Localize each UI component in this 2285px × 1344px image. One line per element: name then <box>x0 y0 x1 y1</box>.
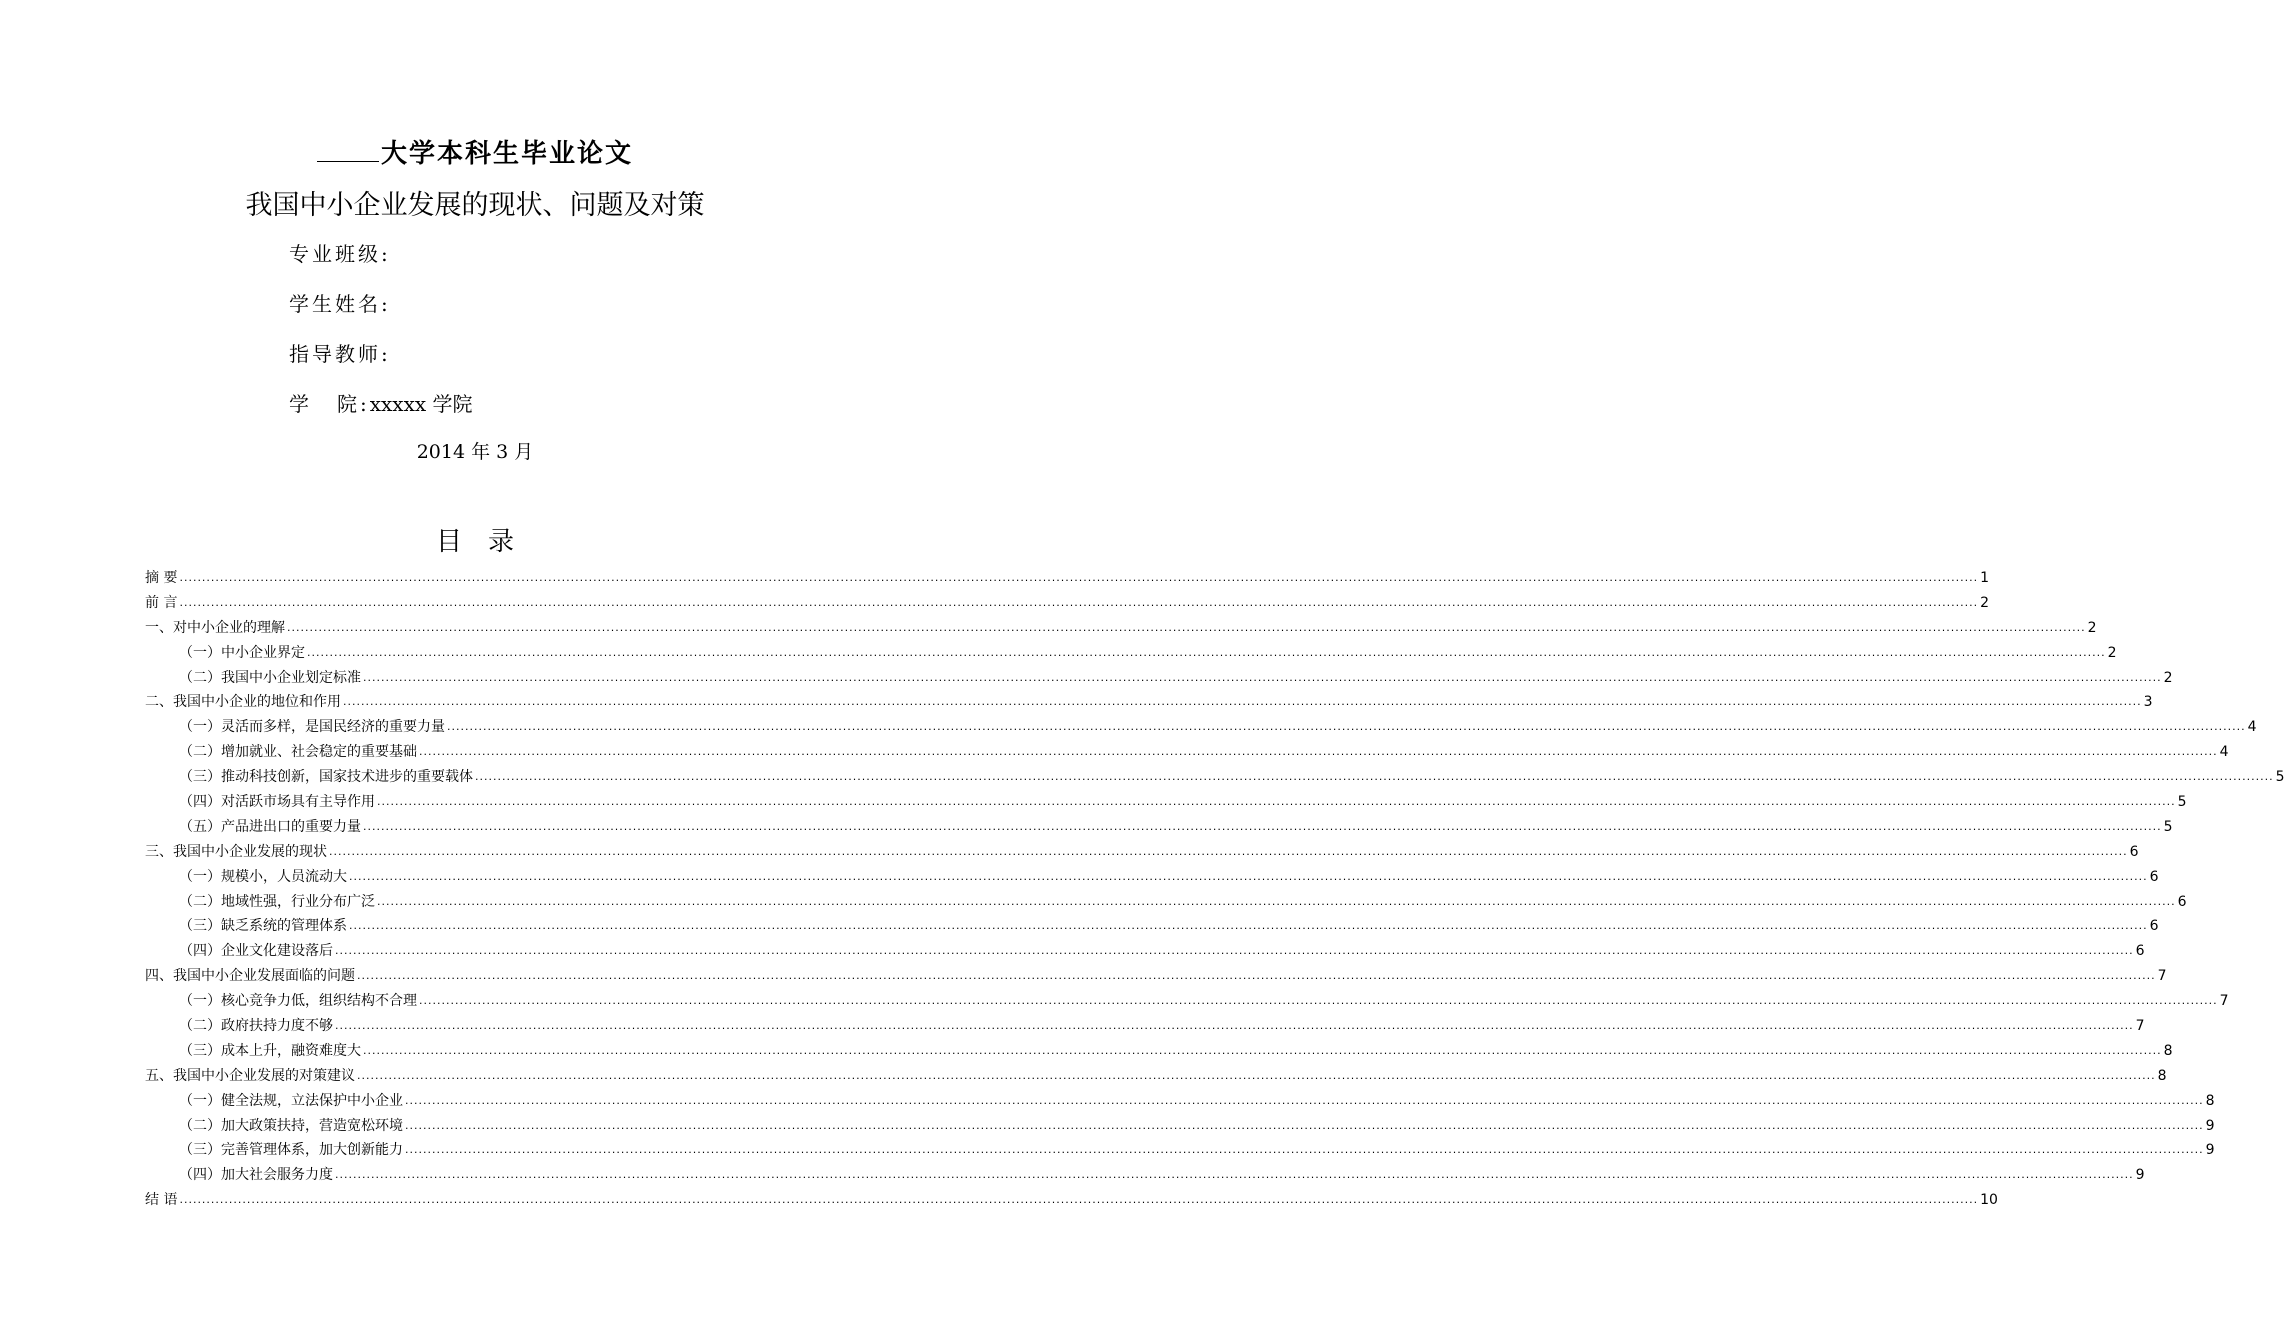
toc-leader-dots: ................................................................................................................................................................................................................................................................................................................................................................................................................ <box>335 1019 2134 1033</box>
toc-leader-dots: ................................................................................................................................................................................................................................................................................................................................................................................................................ <box>475 770 2274 784</box>
toc-entry-page: 7 <box>2157 968 2167 985</box>
toc-entry[interactable] <box>145 989 2229 1014</box>
toc-leader-dots: ................................................................................................................................................................................................................................................................................................................................................................................................................ <box>335 944 2134 958</box>
toc-entry-page: 6 <box>2149 918 2159 935</box>
toc-entry-page: 6 <box>2129 843 2139 860</box>
college-label-part2: 院: <box>337 392 370 416</box>
toc-entry[interactable] <box>145 840 2139 865</box>
toc-leader-dots: ................................................................................................................................................................................................................................................................................................................................................................................................................ <box>447 720 2246 734</box>
toc-entry[interactable] <box>145 790 2187 815</box>
toc-leader-dots: ................................................................................................................................................................................................................................................................................................................................................................................................................ <box>329 844 2128 858</box>
major-class-field: 专业班级: <box>289 242 391 266</box>
toc-entry[interactable] <box>145 690 2153 715</box>
toc-entry-label: （二）我国中小企业划定标准 <box>179 669 361 686</box>
toc-entry[interactable] <box>145 890 2187 915</box>
toc-entry-label: （三）缺乏系统的管理体系 <box>179 918 347 935</box>
toc-entry[interactable] <box>145 1039 2173 1064</box>
toc-entry[interactable] <box>145 1014 2145 1039</box>
toc-entry-page: 8 <box>2205 1092 2215 1109</box>
toc-entry-label: （二）政府扶持力度不够 <box>179 1018 333 1035</box>
toc-entry-page: 1 <box>1980 569 1990 586</box>
toc-entry-label: （五）产品进出口的重要力量 <box>179 818 361 835</box>
toc-entry-label: 二、我国中小企业的地位和作用 <box>145 694 341 711</box>
toc-entry-page: 4 <box>2219 744 2229 761</box>
toc-entry-page: 5 <box>2275 769 2285 786</box>
toc-entry[interactable] <box>145 1138 2215 1163</box>
toc-title-char-1: 目 <box>435 527 462 557</box>
toc-entry-page: 8 <box>2157 1067 2167 1084</box>
toc-entry-label: （二）加大政策扶持，营造宽松环境 <box>179 1117 403 1134</box>
toc-entry-label: （二）地域性强，行业分布广泛 <box>179 893 375 910</box>
toc-leader-dots: ................................................................................................................................................................................................................................................................................................................................................................................................................ <box>349 869 2148 883</box>
toc-entry-label: 四、我国中小企业发展面临的问题 <box>145 968 355 985</box>
toc-entry-label: 一、对中小企业的理解 <box>145 619 285 636</box>
toc-entry-page: 9 <box>2205 1117 2215 1134</box>
toc-leader-dots: ................................................................................................................................................................................................................................................................................................................................................................................................................ <box>179 570 1979 584</box>
toc-entry[interactable] <box>145 815 2173 840</box>
toc-leader-dots: ................................................................................................................................................................................................................................................................................................................................................................................................................ <box>419 745 2218 759</box>
toc-entry-page: 8 <box>2163 1042 2173 1059</box>
submission-date: 2014 年 3 月 <box>416 441 534 463</box>
toc-leader-dots: ................................................................................................................................................................................................................................................................................................................................................................................................................ <box>307 645 2106 659</box>
toc-entry[interactable] <box>145 939 2145 964</box>
toc-entry[interactable] <box>145 1114 2215 1139</box>
toc-entry-page: 6 <box>2149 868 2159 885</box>
university-heading-text: 大学本科生毕业论文 <box>380 139 633 169</box>
college-label-part1: 学 <box>289 392 312 416</box>
advisor-field: 指导教师: <box>289 342 391 366</box>
toc-entry-page: 7 <box>2135 1018 2145 1035</box>
toc-entry-label: （一）健全法规，立法保护中小企业 <box>179 1092 403 1109</box>
toc-entry[interactable] <box>145 964 2167 989</box>
toc-entry-label: （三）成本上升，融资难度大 <box>179 1042 361 1059</box>
toc-entry[interactable] <box>145 666 2173 691</box>
thesis-title: 我国中小企业发展的现状、问题及对策 <box>245 190 705 221</box>
toc-entry[interactable] <box>145 616 2097 641</box>
toc-leader-dots: ................................................................................................................................................................................................................................................................................................................................................................................................................ <box>179 595 1979 609</box>
toc-entry[interactable] <box>145 914 2159 939</box>
toc-entry-page: 5 <box>2177 794 2187 810</box>
toc-entry-page: 5 <box>2163 818 2173 835</box>
toc-entry-label: （一）灵活而多样，是国民经济的重要力量 <box>179 719 445 736</box>
university-name-blank <box>317 139 379 162</box>
toc-entry[interactable] <box>145 566 1990 591</box>
toc-leader-dots: ................................................................................................................................................................................................................................................................................................................................................................................................................ <box>363 819 2162 833</box>
toc-leader-dots: ................................................................................................................................................................................................................................................................................................................................................................................................................ <box>405 1093 2204 1107</box>
toc-entry[interactable] <box>145 715 2257 740</box>
toc-entry[interactable] <box>145 765 2285 790</box>
toc-entry[interactable] <box>145 1188 1998 1213</box>
toc-entry[interactable] <box>145 865 2159 890</box>
toc-entry-label: 前 言 <box>145 594 178 611</box>
toc-entry[interactable] <box>145 1089 2215 1114</box>
toc-entry-page: 9 <box>2205 1142 2215 1159</box>
toc-leader-dots: ................................................................................................................................................................................................................................................................................................................................................................................................................ <box>377 795 2176 808</box>
toc-entry-label: （四）对活跃市场具有主导作用 <box>179 794 375 810</box>
toc-leader-dots: ................................................................................................................................................................................................................................................................................................................................................................................................................ <box>363 1043 2162 1057</box>
toc-entry[interactable] <box>145 1064 2167 1089</box>
toc-entry-page: 9 <box>2135 1167 2145 1184</box>
toc-title-char-2: 录 <box>488 527 515 557</box>
toc-entry-label: （二）增加就业、社会稳定的重要基础 <box>179 744 417 761</box>
toc-entry-label: 摘 要 <box>145 569 178 586</box>
university-heading <box>0 133 950 170</box>
toc-entry-label: （一）核心竞争力低，组织结构不合理 <box>179 993 417 1010</box>
toc-leader-dots: ................................................................................................................................................................................................................................................................................................................................................................................................................ <box>349 919 2148 933</box>
toc-entry[interactable] <box>145 591 1990 616</box>
toc-entry[interactable] <box>145 641 2117 666</box>
toc-entry-label: （四）加大社会服务力度 <box>179 1167 333 1184</box>
toc-entry-label: （一）规模小，人员流动大 <box>179 868 347 885</box>
college-field <box>289 388 473 417</box>
toc-leader-dots: ................................................................................................................................................................................................................................................................................................................................................................................................................ <box>179 1193 1979 1207</box>
toc-entry-page: 2 <box>2107 644 2117 661</box>
toc-entry[interactable] <box>145 740 2229 765</box>
toc-entry-label: （四）企业文化建设落后 <box>179 943 333 960</box>
toc-entry-page: 6 <box>2135 943 2145 960</box>
student-name-field: 学生姓名: <box>289 292 391 316</box>
toc-entry-label: 结 语 <box>145 1192 178 1209</box>
toc-entry-label: （一）中小企业界定 <box>179 644 305 661</box>
toc-entry-page: 6 <box>2177 893 2187 910</box>
toc-entry-label: 三、我国中小企业发展的现状 <box>145 843 327 860</box>
toc-entry-page: 4 <box>2247 719 2257 736</box>
toc-leader-dots: ................................................................................................................................................................................................................................................................................................................................................................................................................ <box>357 969 2156 983</box>
toc-entry-page: 7 <box>2219 993 2229 1010</box>
toc-entry-label: （三）完善管理体系，加大创新能力 <box>179 1142 403 1159</box>
toc-entry-page: 3 <box>2143 694 2153 711</box>
toc-entry-page: 2 <box>2163 669 2173 686</box>
toc-leader-dots: ................................................................................................................................................................................................................................................................................................................................................................................................................ <box>357 1068 2156 1082</box>
toc-entry-page: 2 <box>2087 619 2097 636</box>
toc-entry-page: 10 <box>1980 1192 1998 1209</box>
toc-leader-dots: ................................................................................................................................................................................................................................................................................................................................................................................................................ <box>287 620 2086 634</box>
toc-leader-dots: ................................................................................................................................................................................................................................................................................................................................................................................................................ <box>419 994 2218 1008</box>
toc-entry-label: （三）推动科技创新，国家技术进步的重要载体 <box>179 769 473 786</box>
toc-leader-dots: ................................................................................................................................................................................................................................................................................................................................................................................................................ <box>343 695 2142 709</box>
toc-leader-dots: ................................................................................................................................................................................................................................................................................................................................................................................................................ <box>335 1168 2134 1182</box>
table-of-contents <box>145 566 2285 1213</box>
toc-leader-dots: ................................................................................................................................................................................................................................................................................................................................................................................................................ <box>405 1143 2204 1157</box>
toc-title <box>0 521 950 558</box>
toc-leader-dots: ................................................................................................................................................................................................................................................................................................................................................................................................................ <box>363 670 2162 684</box>
toc-entry[interactable] <box>145 1163 2145 1188</box>
toc-leader-dots: ................................................................................................................................................................................................................................................................................................................................................................................................................ <box>405 1118 2204 1132</box>
college-value: xxxxx 学院 <box>369 392 473 416</box>
toc-entry-page: 2 <box>1980 594 1990 611</box>
toc-leader-dots: ................................................................................................................................................................................................................................................................................................................................................................................................................ <box>377 894 2176 908</box>
toc-entry-label: 五、我国中小企业发展的对策建议 <box>145 1067 355 1084</box>
